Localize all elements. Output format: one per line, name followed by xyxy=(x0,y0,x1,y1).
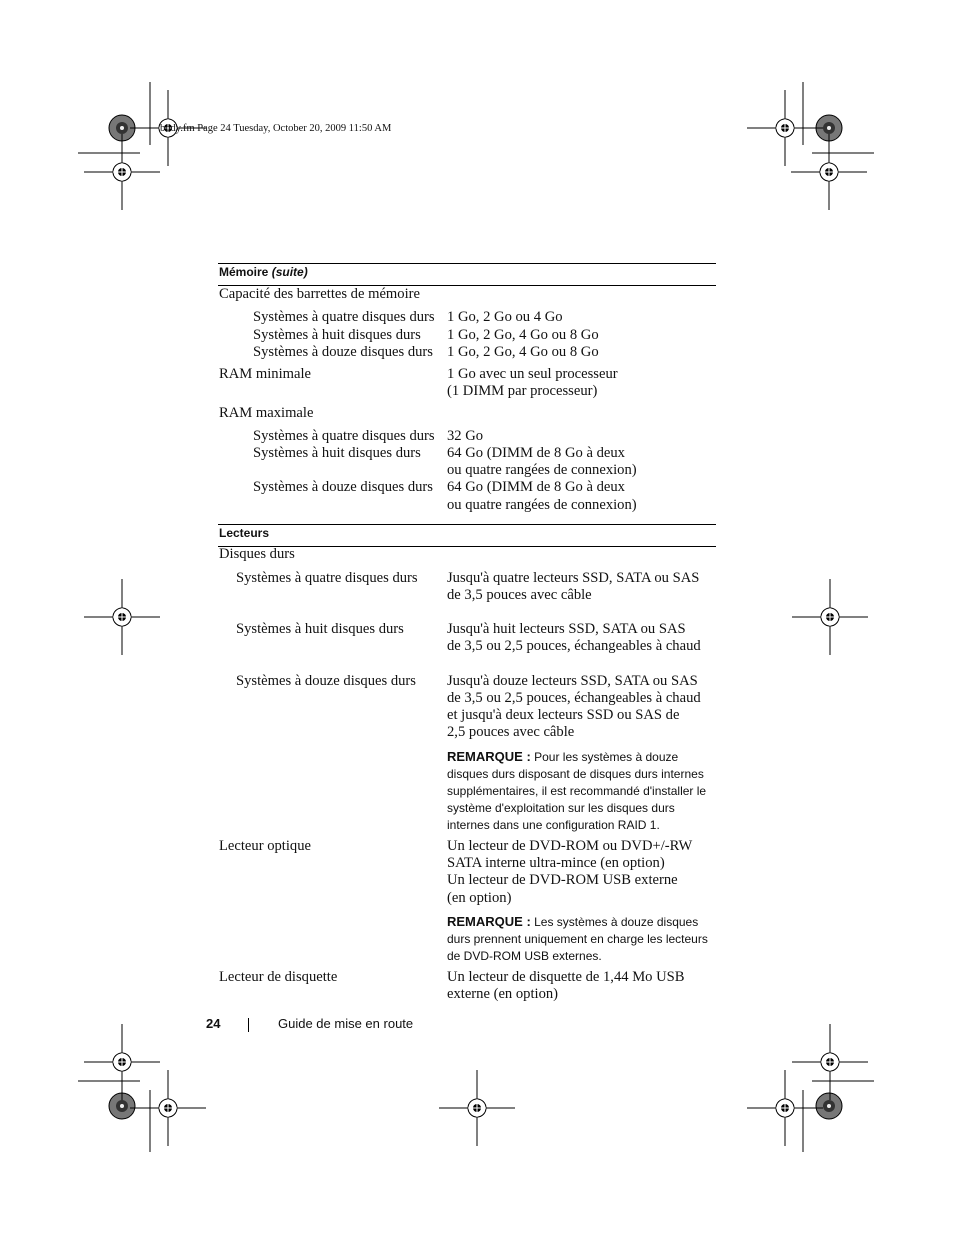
row-label: Systèmes à douze disques durs xyxy=(236,673,416,689)
crosshair-icon xyxy=(792,579,868,655)
crosshair-icon xyxy=(439,1070,515,1146)
ram-max-label: RAM maximale xyxy=(219,405,314,421)
row-value: 2,5 pouces avec câble xyxy=(447,724,575,740)
row-value: 1 Go, 2 Go, 4 Go ou 8 Go xyxy=(447,327,599,343)
footer-divider xyxy=(248,1018,249,1032)
note-block xyxy=(447,748,717,834)
crosshair-icon xyxy=(84,134,160,210)
page-number: 24 xyxy=(206,1016,221,1031)
ram-min-label: RAM minimale xyxy=(219,366,312,382)
crosshair-icon xyxy=(747,1070,823,1146)
row-value: de 3,5 pouces avec câble xyxy=(447,587,592,603)
footer-title: Guide de mise en route xyxy=(278,1016,414,1031)
row-label: Systèmes à douze disques durs xyxy=(253,344,433,360)
row-label: Systèmes à huit disques durs xyxy=(253,445,421,461)
note-label: REMARQUE : xyxy=(447,749,531,764)
row-label: Systèmes à quatre disques durs xyxy=(253,309,435,325)
optical-label: Lecteur optique xyxy=(219,838,311,854)
row-value: et jusqu'à deux lecteurs SSD ou SAS de xyxy=(447,707,680,723)
row-value: 64 Go (DIMM de 8 Go à deux xyxy=(447,479,625,495)
crosshair-icon xyxy=(84,579,160,655)
row-label: Systèmes à huit disques durs xyxy=(236,621,404,637)
row-value: 64 Go (DIMM de 8 Go à deux xyxy=(447,445,625,461)
row-label: Systèmes à quatre disques durs xyxy=(236,570,418,586)
star-target-icon xyxy=(816,1093,842,1119)
memory-section-title: Mémoire (suite) xyxy=(219,265,308,279)
row-value: (en option) xyxy=(447,890,512,906)
row-value: de 3,5 ou 2,5 pouces, échangeables à chaud xyxy=(447,690,701,706)
floppy-label: Lecteur de disquette xyxy=(219,969,338,985)
crosshair-icon xyxy=(130,1070,206,1146)
row-value: 32 Go xyxy=(447,428,484,444)
print-header: body.fm Page 24 Tuesday, October 20, 2009 11:50 AM xyxy=(160,123,392,134)
crosshair-icon xyxy=(84,1024,160,1100)
row-label: Systèmes à huit disques durs xyxy=(253,327,421,343)
note-text: Les systèmes à douze disques durs prennent uniquement en charge les lecteurs de DVD-ROM USB externes. xyxy=(447,915,708,963)
crosshair-icon xyxy=(747,90,823,166)
row-value: Jusqu'à douze lecteurs SSD, SATA ou SAS xyxy=(447,673,698,689)
crosshair-icon xyxy=(791,134,867,210)
row-value: Un lecteur de DVD-ROM ou DVD+/-RW xyxy=(447,838,693,854)
ram-min-value: (1 DIMM par processeur) xyxy=(447,383,598,399)
row-value: de 3,5 ou 2,5 pouces, échangeables à chaud xyxy=(447,638,701,654)
note-block xyxy=(447,913,717,965)
row-value: 1 Go, 2 Go ou 4 Go xyxy=(447,309,563,325)
row-value: 1 Go, 2 Go, 4 Go ou 8 Go xyxy=(447,344,599,360)
row-value: Jusqu'à huit lecteurs SSD, SATA ou SAS xyxy=(447,621,686,637)
row-label: Systèmes à douze disques durs xyxy=(253,479,433,495)
row-value: Un lecteur de disquette de 1,44 Mo USB xyxy=(447,969,685,985)
row-value: ou quatre rangées de connexion) xyxy=(447,497,637,513)
row-value: SATA interne ultra-mince (en option) xyxy=(447,855,665,871)
capacity-label: Capacité des barrettes de mémoire xyxy=(219,286,420,302)
note-label: REMARQUE : xyxy=(447,914,531,929)
ram-min-value: 1 Go avec un seul processeur xyxy=(447,366,618,382)
row-value: Un lecteur de DVD-ROM USB externe xyxy=(447,872,678,888)
section-rule xyxy=(218,524,716,525)
hdd-label: Disques durs xyxy=(219,546,295,562)
section-rule xyxy=(218,263,716,264)
row-label: Systèmes à quatre disques durs xyxy=(253,428,435,444)
row-value: externe (en option) xyxy=(447,986,559,1002)
row-value: Jusqu'à quatre lecteurs SSD, SATA ou SAS xyxy=(447,570,700,586)
note-text: Pour les systèmes à douze disques durs disposant de disques durs internes supplémentaires, il est recommandé d'installer le système d'exploitation sur les disques durs internes dans une configuration RAID 1. xyxy=(447,750,707,832)
row-value: ou quatre rangées de connexion) xyxy=(447,462,637,478)
drives-section-title: Lecteurs xyxy=(219,526,270,540)
crosshair-icon xyxy=(792,1024,868,1100)
